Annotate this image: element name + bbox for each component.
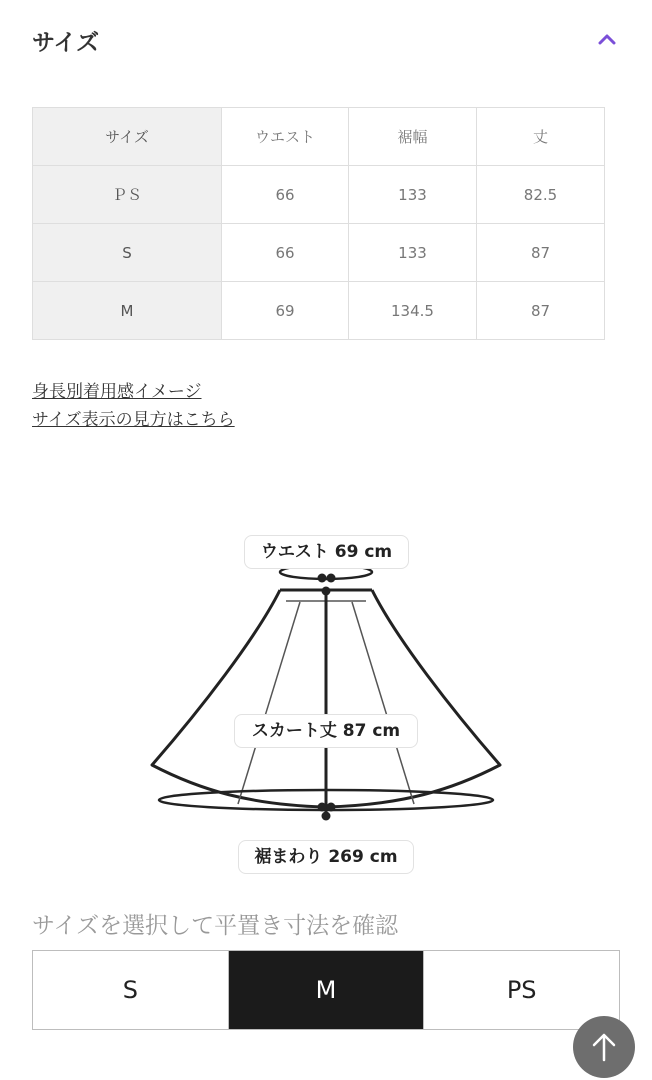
chevron-up-icon[interactable]: [598, 33, 616, 45]
table-cell: 87: [477, 224, 605, 282]
table-cell: M: [33, 282, 222, 340]
table-cell: 133: [349, 224, 477, 282]
table-cell: 66: [222, 224, 349, 282]
table-cell: 87: [477, 282, 605, 340]
skirt-diagram: [0, 520, 652, 880]
table-header-row: [33, 108, 605, 166]
table-header-waist: ウエスト: [222, 108, 349, 166]
length-label: スカート丈 87 cm: [234, 714, 418, 748]
size-option-ps[interactable]: PS: [424, 951, 619, 1029]
section-title: サイズ: [32, 30, 100, 56]
size-select-prompt: サイズを選択して平置き寸法を確認: [32, 913, 399, 939]
size-links: [32, 378, 235, 434]
waist-label: ウエスト 69 cm: [244, 535, 409, 569]
scroll-to-top-button[interactable]: [573, 1016, 635, 1078]
size-selector: [32, 950, 620, 1030]
size-table: [32, 107, 605, 340]
table-header-hem-width: 裾幅: [349, 108, 477, 166]
table-cell: 66: [222, 166, 349, 224]
table-cell: S: [33, 224, 222, 282]
table-cell: 69: [222, 282, 349, 340]
size-section-header[interactable]: [0, 0, 652, 80]
hem-label: 裾まわり 269 cm: [238, 840, 414, 874]
table-cell: 133: [349, 166, 477, 224]
fit-image-link[interactable]: 身長別着用感イメージ: [32, 382, 202, 402]
table-cell: 82.5: [477, 166, 605, 224]
table-row: [33, 166, 605, 224]
table-cell: 134.5: [349, 282, 477, 340]
table-cell: ＰＳ: [33, 166, 222, 224]
table-row: [33, 282, 605, 340]
size-option-m[interactable]: M: [229, 951, 425, 1029]
size-guide-link[interactable]: サイズ表示の見方はこちら: [32, 410, 235, 430]
arrow-up-icon: [591, 1032, 617, 1062]
table-header-length: 丈: [477, 108, 605, 166]
table-header-size: サイズ: [33, 108, 222, 166]
table-row: [33, 224, 605, 282]
size-option-s[interactable]: S: [33, 951, 229, 1029]
